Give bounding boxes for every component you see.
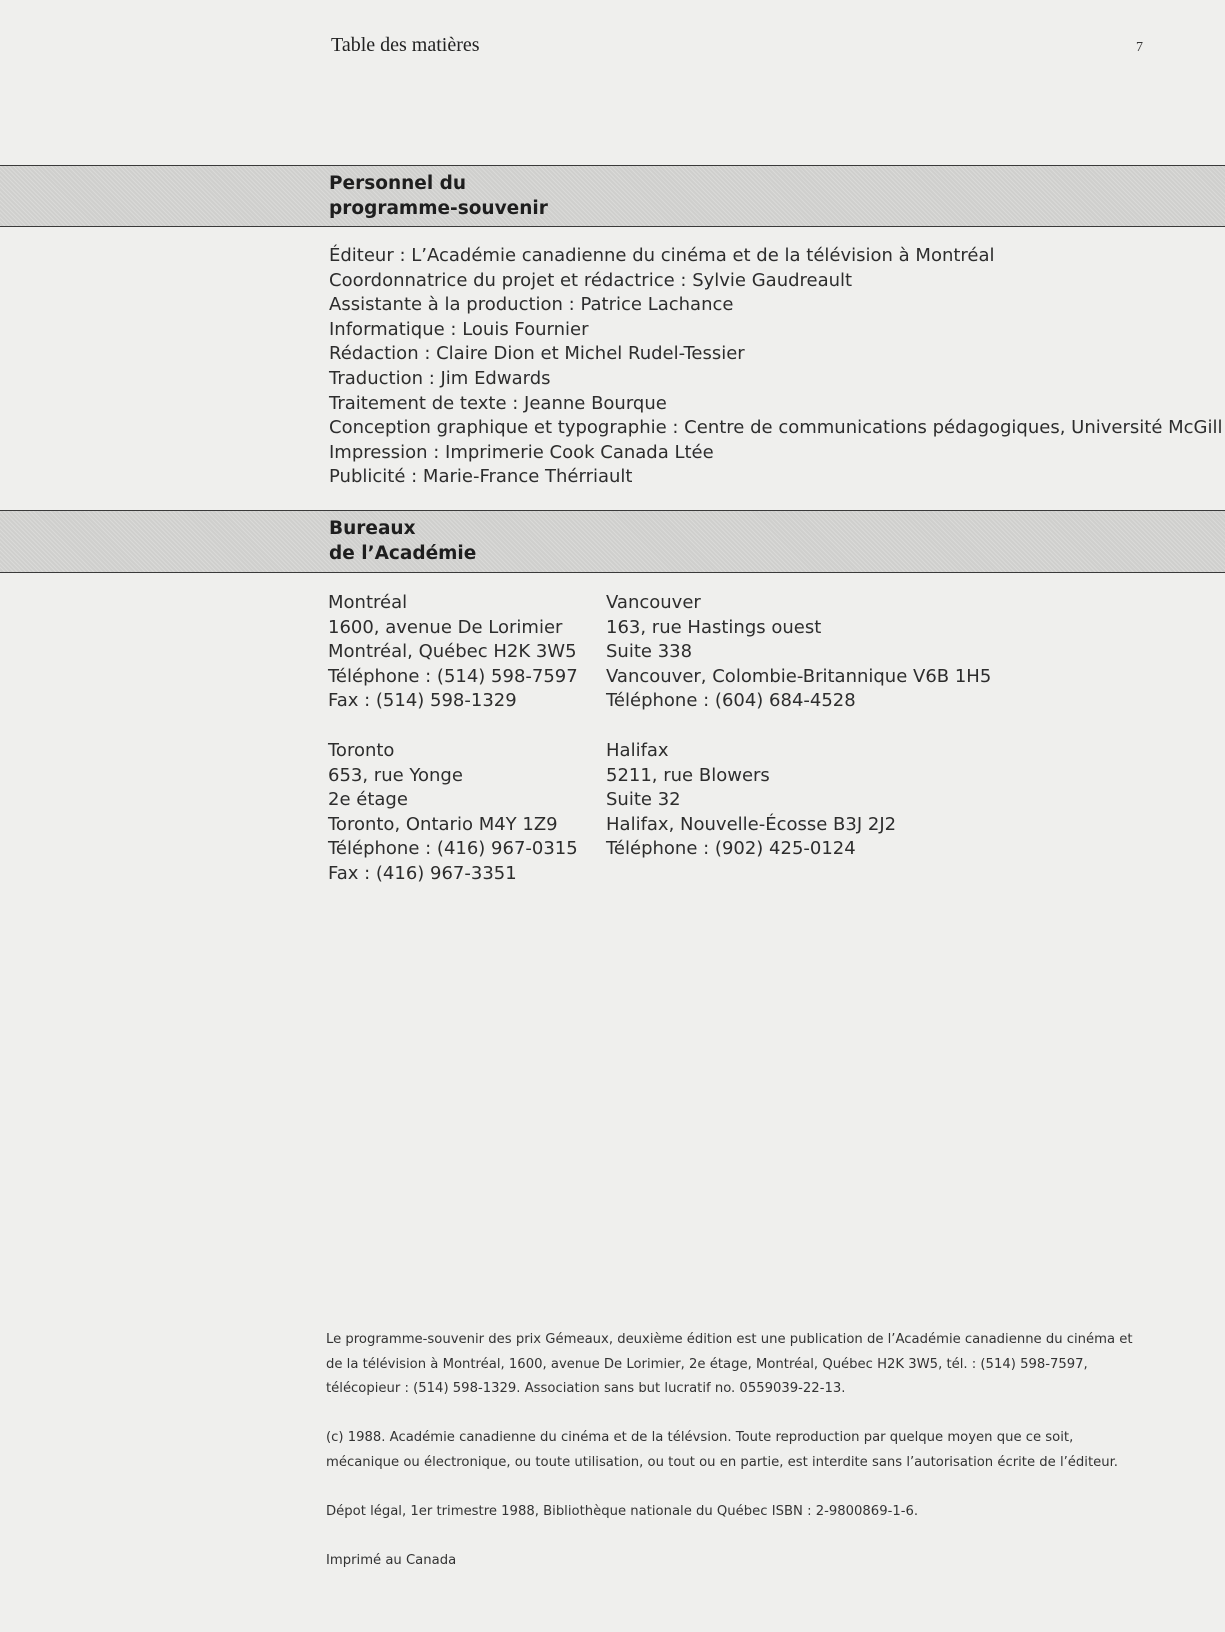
section-title-line: programme-souvenir xyxy=(329,198,548,219)
running-head: Table des matières xyxy=(331,34,480,56)
office-line: 653, rue Yonge xyxy=(328,764,463,786)
office-toronto xyxy=(328,739,578,887)
credit-line: Rédaction : Claire Dion et Michel Rudel-Tessier xyxy=(329,343,745,365)
office-line: 1600, avenue De Lorimier xyxy=(328,616,563,638)
office-line: 5211, rue Blowers xyxy=(606,764,770,786)
section-title-line: Personnel du xyxy=(329,173,467,194)
office-line: Fax : (416) 967-3351 xyxy=(328,862,517,884)
office-line: Vancouver, Colombie-Britannique V6B 1H5 xyxy=(606,665,992,687)
colophon-printed-in: Imprimé au Canada xyxy=(326,1552,457,1568)
colophon-legal-deposit: Dépot légal, 1er trimestre 1988, Bibliothèque nationale du Québec ISBN : 2-9800869-1-6. xyxy=(326,1503,919,1519)
credit-line: Informatique : Louis Fournier xyxy=(329,318,589,340)
office-line: Toronto xyxy=(328,740,395,761)
credit-line: Coordonnatrice du projet et rédactrice : Sylvie Gaudreault xyxy=(329,269,853,291)
office-line: Téléphone : (902) 425-0124 xyxy=(606,838,856,860)
colophon-copyright: (c) 1988. Académie canadienne du cinéma et de la télévsion. Toute reproduction par quelque moyen que ce soit, mécanique ou électronique, ou toute utilisation, ou tout ou en partie, est interdite sans l’autorisation écrite de l’éditeur. xyxy=(326,1430,1119,1470)
section-title-line: de l’Académie xyxy=(329,543,477,564)
office-vancouver xyxy=(606,591,991,714)
office-line: Téléphone : (514) 598-7597 xyxy=(328,665,578,687)
office-line: Montréal xyxy=(328,592,408,613)
credit-line: Assistante à la production : Patrice Lachance xyxy=(329,294,734,316)
credits-list xyxy=(329,244,1223,490)
office-line: Halifax, Nouvelle-Écosse B3J 2J2 xyxy=(606,813,897,835)
office-line: Suite 32 xyxy=(606,789,681,811)
office-line: 163, rue Hastings ouest xyxy=(606,616,822,638)
office-line: Téléphone : (604) 684-4528 xyxy=(606,690,856,712)
office-line: Halifax xyxy=(606,740,669,761)
office-line: Suite 338 xyxy=(606,641,693,663)
credit-line: Traitement de texte : Jeanne Bourque xyxy=(329,392,667,414)
office-halifax xyxy=(606,739,896,862)
section-title-line: Bureaux xyxy=(329,518,416,539)
office-line: Téléphone : (416) 967-0315 xyxy=(328,838,578,860)
credit-line: Éditeur : L’Académie canadienne du cinéma et de la télévision à Montréal xyxy=(329,245,995,266)
office-montreal xyxy=(328,591,578,714)
credit-line: Publicité : Marie-France Thérriault xyxy=(329,466,633,488)
colophon-publication: Le programme-souvenir des prix Gémeaux, deuxième édition est une publication de l’Académie canadienne du cinéma et de la télévision à Montréal, 1600, avenue De Lorimier, 2e étage, Montréal, Québec H2K 3W5, tél. : (514) 598-7597, télécopieur : (514) 598-1329. Association sans but lucratif no. 0559039-22-13. xyxy=(326,1332,1133,1396)
office-line: Toronto, Ontario M4Y 1Z9 xyxy=(328,813,558,835)
colophon xyxy=(326,1328,1146,1598)
section-title-bureaux xyxy=(329,516,476,566)
page-number: 7 xyxy=(1136,40,1143,55)
credit-line: Traduction : Jim Edwards xyxy=(329,367,551,389)
office-line: Fax : (514) 598-1329 xyxy=(328,690,517,712)
section-band-personnel xyxy=(0,165,1225,227)
credit-line: Impression : Imprimerie Cook Canada Ltée xyxy=(329,441,714,463)
credit-line: Conception graphique et typographie : Centre de communications pédagogiques, Université McGill xyxy=(329,417,1223,439)
office-line: Montréal, Québec H2K 3W5 xyxy=(328,641,577,663)
section-band-bureaux xyxy=(0,510,1225,573)
office-line: Vancouver xyxy=(606,592,701,613)
office-line: 2e étage xyxy=(328,789,408,811)
section-title-personnel xyxy=(329,171,548,221)
